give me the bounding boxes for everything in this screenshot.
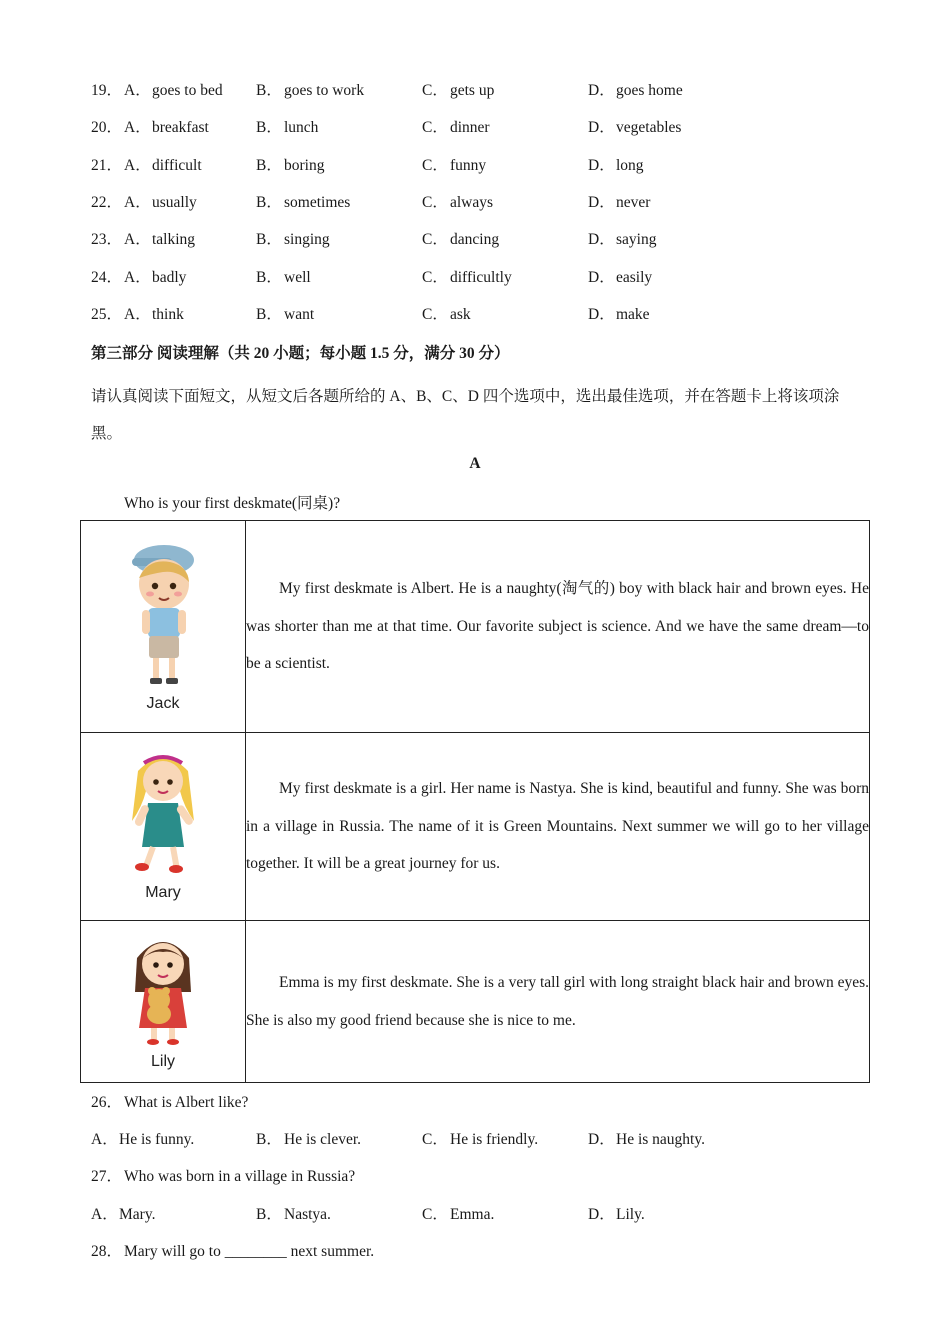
table-row [81, 733, 870, 921]
option-letter: B． [256, 157, 282, 174]
girl-cartoon-image [118, 751, 208, 879]
option-b[interactable] [256, 304, 314, 326]
option-text: badly [152, 269, 187, 286]
option-text: never [616, 194, 651, 211]
option-text: difficultly [450, 269, 512, 286]
jack-cell [81, 521, 246, 733]
option-c[interactable] [422, 304, 471, 326]
option-letter: B． [256, 306, 282, 323]
option-b[interactable] [256, 155, 324, 177]
option-letter: A． [124, 157, 151, 174]
question-number: 24． [91, 269, 123, 286]
option-text: gets up [450, 82, 495, 99]
option-letter: B． [256, 119, 282, 136]
option-c[interactable] [422, 155, 486, 177]
option-d[interactable] [588, 192, 650, 214]
option-text: breakfast [152, 119, 209, 136]
option-d[interactable] [588, 80, 683, 102]
caption-jack: Jack [146, 695, 180, 712]
option-text: difficult [152, 157, 202, 174]
question-number: 26． [91, 1094, 123, 1111]
question-number: 19． [91, 82, 123, 99]
option-b[interactable] [256, 192, 350, 214]
question-number: 22． [91, 194, 123, 211]
option-a[interactable] [91, 192, 197, 214]
option-text: talking [152, 231, 196, 248]
question-27 [91, 1166, 355, 1188]
passage-intro: Who is your first deskmate(同桌)? [124, 495, 341, 512]
section-title: 第三部分 阅读理解（共 20 小题；每小题 1.5 分，满分 30 分） [91, 345, 510, 362]
option-text: goes to work [284, 82, 365, 99]
option-a[interactable]: A．Mary. [91, 1206, 156, 1223]
option-text: ask [450, 306, 471, 323]
option-letter: C． [422, 269, 448, 286]
option-text: want [284, 306, 315, 323]
option-letter: D． [588, 231, 615, 248]
option-a[interactable] [91, 155, 202, 177]
option-a[interactable] [91, 117, 209, 139]
question-number: 25． [91, 306, 123, 323]
caption-mary: Mary [145, 884, 181, 901]
option-text: funny [450, 157, 487, 174]
option-d[interactable] [588, 155, 644, 177]
option-letter: D． [588, 119, 615, 136]
section-instruction: 请认真阅读下面短文，从短文后各题所给的 A、B、C、D 四个选项中，选出最佳选项，并在答题卡上将该项涂黑。 [91, 388, 840, 442]
question-26 [91, 1092, 248, 1114]
option-c[interactable] [422, 192, 493, 214]
option-text: usually [152, 194, 197, 211]
option-b[interactable] [256, 229, 330, 251]
option-d[interactable] [588, 267, 652, 289]
option-b[interactable]: B． Nastya. [256, 1206, 331, 1223]
option-text: lunch [284, 119, 319, 136]
option-c[interactable] [422, 80, 494, 102]
option-c[interactable]: C． He is friendly. [422, 1131, 539, 1148]
option-letter: D． [588, 194, 615, 211]
option-text: always [450, 194, 494, 211]
boy-cartoon-image [118, 540, 208, 690]
reading-table [80, 520, 870, 1083]
option-letter: C． [422, 306, 448, 323]
option-letter: C． [422, 157, 448, 174]
option-text: boring [284, 157, 325, 174]
option-text: goes to bed [152, 82, 223, 99]
passage-label: A [469, 455, 481, 472]
option-letter: C． [422, 194, 448, 211]
option-a[interactable] [91, 304, 184, 326]
option-b[interactable] [256, 80, 364, 102]
option-letter: C． [422, 82, 448, 99]
option-text: goes home [616, 82, 683, 99]
girl-with-teddy-cartoon-image [123, 932, 203, 1048]
option-letter: B． [256, 82, 282, 99]
option-letter: B． [256, 269, 282, 286]
option-letter: D． [588, 306, 615, 323]
option-letter: B． [256, 194, 282, 211]
option-letter: A． [124, 269, 151, 286]
option-letter: A． [124, 231, 151, 248]
option-text: dancing [450, 231, 500, 248]
option-letter: C． [422, 231, 448, 248]
option-b[interactable] [256, 117, 318, 139]
lily-text: Emma is my first deskmate. She is a very tall girl with long straight black hair and brown eyes. She is also my good friend because she is nice to me. [246, 974, 869, 1029]
question-28 [91, 1241, 374, 1263]
option-c[interactable]: C． Emma. [422, 1206, 495, 1223]
option-d[interactable] [588, 229, 656, 251]
option-a[interactable] [91, 80, 223, 102]
mary-text-cell [246, 733, 870, 921]
question-number: 20． [91, 119, 123, 136]
option-text: singing [284, 231, 330, 248]
option-a[interactable] [91, 267, 186, 289]
option-letter: D． [588, 157, 615, 174]
option-d[interactable]: D．He is naughty. [588, 1131, 705, 1148]
option-d[interactable] [588, 117, 681, 139]
option-c[interactable] [422, 229, 499, 251]
table-row [81, 521, 870, 733]
option-letter: D． [588, 82, 615, 99]
question-text: What is Albert like? [124, 1094, 249, 1111]
option-text: well [284, 269, 311, 286]
option-a[interactable]: A．He is funny. [91, 1131, 195, 1148]
option-letter: A． [124, 82, 151, 99]
option-letter: C． [422, 119, 448, 136]
option-b[interactable]: B． He is clever. [256, 1131, 362, 1148]
option-a[interactable] [91, 229, 195, 251]
option-c[interactable] [422, 267, 512, 289]
question-text: Who was born in a village in Russia? [124, 1168, 356, 1185]
option-letter: D． [588, 269, 615, 286]
question-number: 21． [91, 157, 123, 174]
table-row [81, 921, 870, 1083]
option-letter: A． [124, 194, 151, 211]
question-number: 27． [91, 1168, 123, 1185]
option-d[interactable] [588, 304, 650, 326]
question-number: 23． [91, 231, 123, 248]
option-c[interactable] [422, 117, 490, 139]
lily-cell [81, 921, 246, 1083]
jack-text: My first deskmate is Albert. He is a naughty(淘气的) boy with black hair and brown eyes. He was shorter than me at that time. Our favorite subject is science. And we have the same dream—to be a scientist. [246, 580, 869, 673]
option-text: vegetables [616, 119, 682, 136]
option-text: sometimes [284, 194, 351, 211]
option-text: easily [616, 269, 653, 286]
option-d[interactable]: D．Lily. [588, 1206, 645, 1223]
option-letter: A． [124, 119, 151, 136]
option-text: think [152, 306, 184, 323]
option-text: dinner [450, 119, 490, 136]
jack-text-cell [246, 521, 870, 733]
mary-cell [81, 733, 246, 921]
option-letter: B． [256, 231, 282, 248]
option-text: saying [616, 231, 657, 248]
question-text: Mary will go to ________ next summer. [124, 1243, 375, 1260]
option-b[interactable] [256, 267, 311, 289]
caption-lily: Lily [150, 1053, 175, 1070]
option-text: long [616, 157, 644, 174]
question-number: 28． [91, 1243, 123, 1260]
option-letter: A． [124, 306, 151, 323]
lily-text-cell [246, 921, 870, 1083]
mary-text: My first deskmate is a girl. Her name is Nastya. She is kind, beautiful and funny. She was born in a village in Russia. The name of it is Green Mountains. Next summer we will go to her village together. It will be a great journey for us. [246, 780, 869, 873]
option-text: make [616, 306, 650, 323]
